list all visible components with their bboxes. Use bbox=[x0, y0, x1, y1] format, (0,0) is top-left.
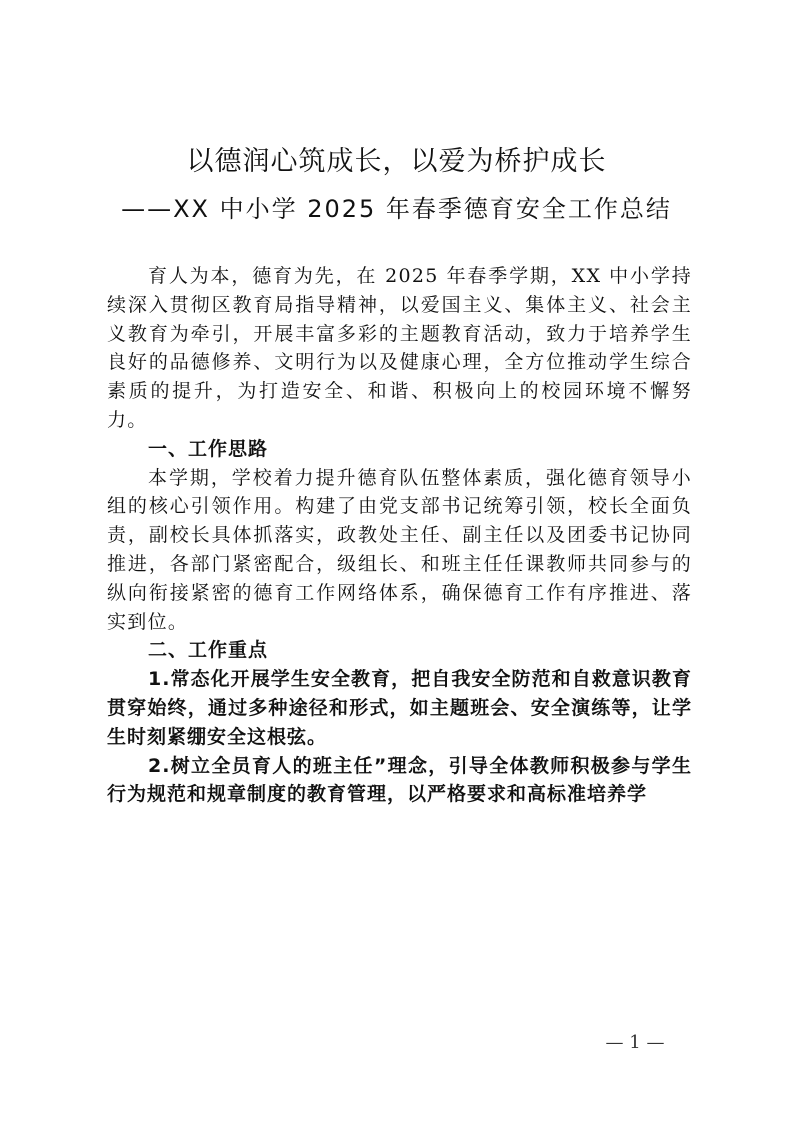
document-title: 以德润心筑成长，以爱为桥护成长 bbox=[186, 146, 607, 177]
section-heading-work-focus: 二、工作重点 bbox=[148, 639, 269, 662]
intro-paragraph: 育人为本，德育为先，在 2025 年春季学期，XX 中小学持续深入贯彻区教育局指导精神，以爱国主义、集体主义、社会主义教育为牵引，开展丰富多彩的主题教育活动，致力于培养学生良好的品德修养、文明行为以及健康心理，全方位推动学生综合素质的提升，为打造安全、和谐、积极向上的校园环境不懈努力。 bbox=[107, 265, 692, 431]
work-focus-item-2: 2.树立全员育人的班主任”理念，引导全体教师积极参与学生行为规范和规章制度的教育管理，以严格要求和高标准培养学 bbox=[107, 754, 692, 806]
document-subtitle: ——XX 中小学 2025 年春季德育安全工作总结 bbox=[121, 195, 672, 223]
work-focus-item-1: 1.常态化开展学生安全教育，把自我安全防范和自救意识教育贯穿始终，通过多种途径和形式，如主题班会、安全演练等，让学生时刻紧绷安全这根弦。 bbox=[107, 668, 692, 748]
page-number: — 1 — bbox=[605, 1032, 665, 1053]
document-body bbox=[107, 262, 692, 809]
section-heading-work-approach: 一、工作思路 bbox=[148, 437, 269, 460]
work-approach-paragraph: 本学期，学校着力提升德育队伍整体素质，强化德育领导小组的核心引领作用。构建了由党支部书记统筹引领，校长全面负责，副校长具体抓落实，政教处主任、副主任以及团委书记协同推进，各部门紧密配合，级组长、和班主任任课教师共同参与的纵向衔接紧密的德育工作网络体系，确保德育工作有序推进、落实到位。 bbox=[107, 466, 692, 633]
